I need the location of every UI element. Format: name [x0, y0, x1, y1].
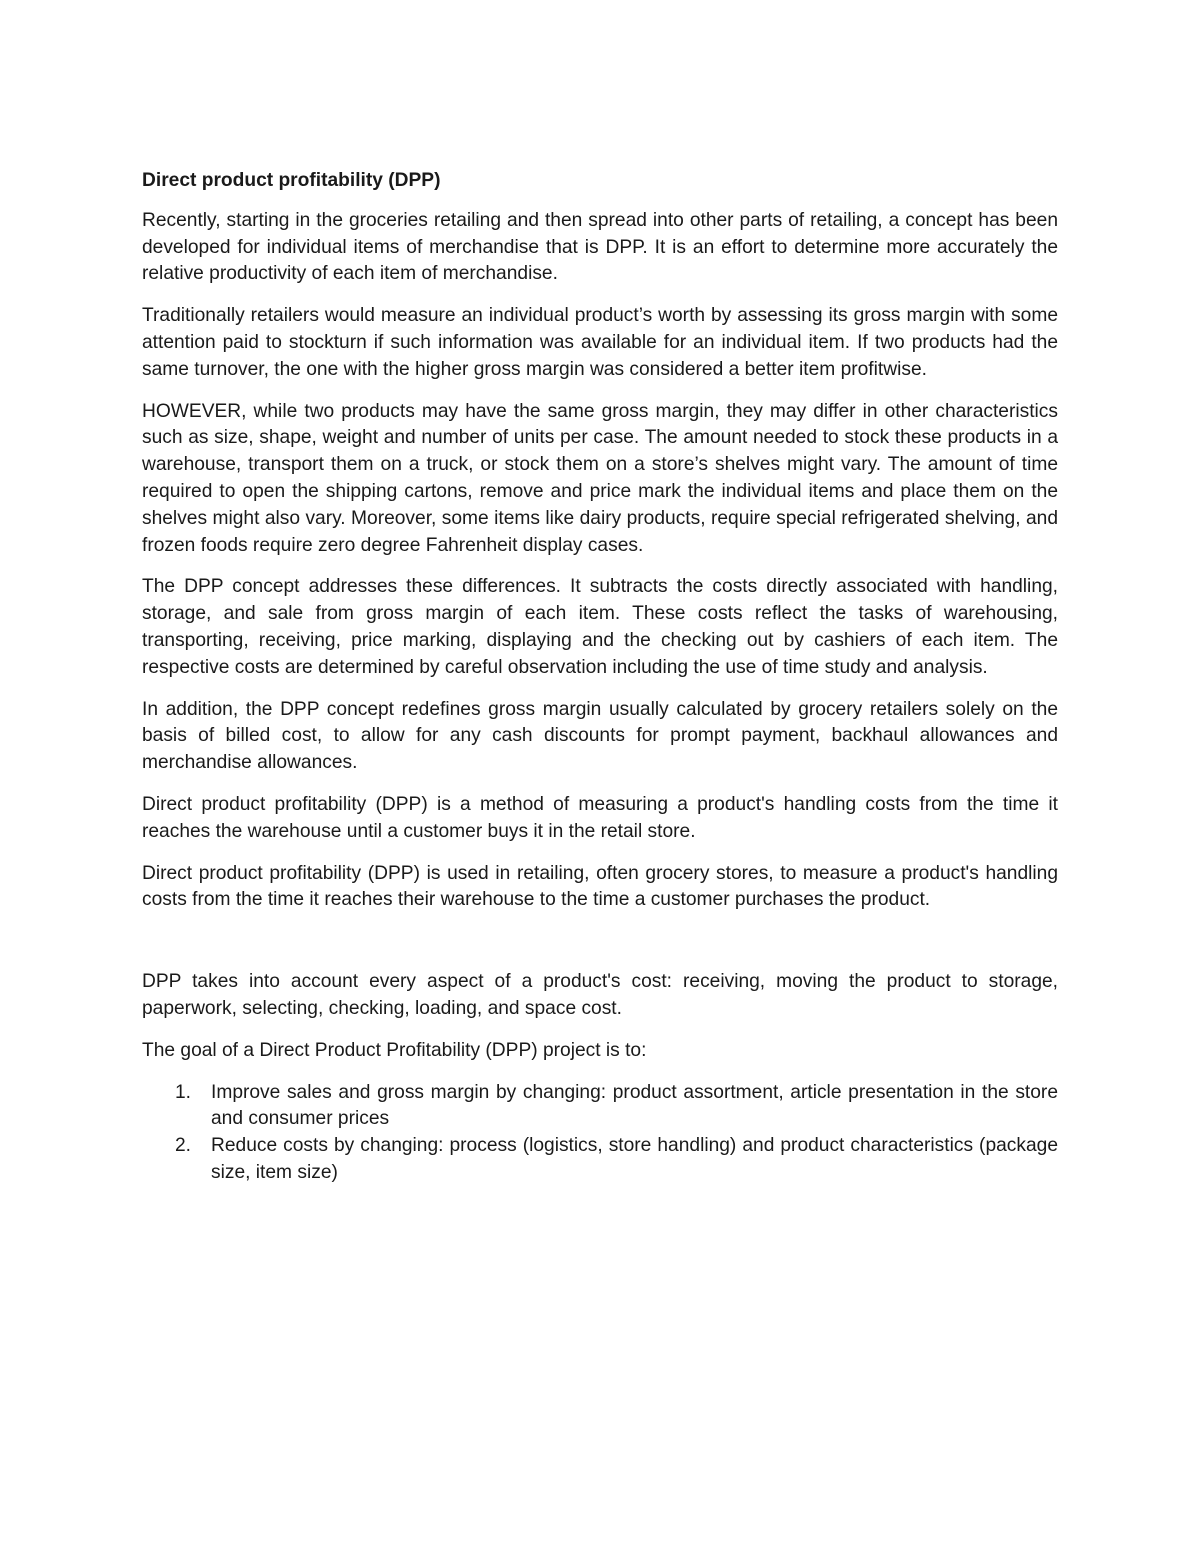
document-title: Direct product profitability (DPP)	[142, 170, 441, 191]
list-item-text: Reduce costs by changing: process (logistics, store handling) and product characteristics (package size, item size)	[211, 1135, 1058, 1183]
goal-list	[142, 1080, 1058, 1187]
paragraph-traditional: Traditionally retailers would measure an individual product’s worth by assessing its gross margin with some attention paid to stockturn if such information was available for an individual item. If two products had the same turnover, the one with the higher gross margin was considered a better item profitwise.	[142, 305, 1058, 380]
paragraph-in-addition: In addition, the DPP concept redefines gross margin usually calculated by grocery retailers solely on the basis of billed cost, to allow for any cash discounts for prompt payment, backhaul allowances and merchandise allowances.	[142, 698, 1058, 774]
list-item-number: 1.	[175, 1081, 192, 1103]
list-item	[142, 1133, 1058, 1187]
document-page	[142, 168, 1058, 1187]
paragraph-goal: The goal of a Direct Product Profitability (DPP) project is to:	[142, 1039, 647, 1061]
paragraph-intro: Recently, starting in the groceries retailing and then spread into other parts of retailing, a concept has been developed for individual items of merchandise that is DPP. It is an effort to determine more accurately the relative productivity of each item of merchandise.	[142, 209, 1058, 285]
paragraph-cost-aspects: DPP takes into account every aspect of a product's cost: receiving, moving the product to storage, paperwork, selecting, checking, loading, and space cost.	[142, 971, 1058, 1019]
paragraph-however: HOWEVER, while two products may have the same gross margin, they may differ in other characteristics such as size, shape, weight and number of units per case. The amount needed to stock these products in a warehouse, transport them on a truck, or stock them on a store’s shelves might vary. The amount of time required to open the shipping cartons, remove and price mark the individual items and place them on the shelves might also vary. Moreover, some items like dairy products, require special refrigerated shelving, and frozen foods require zero degree Fahrenheit display cases.	[142, 400, 1058, 556]
paragraph-definition: Direct product profitability (DPP) is a method of measuring a product's handling costs from the time it reaches the warehouse until a customer buys it in the retail store.	[142, 793, 1058, 842]
paragraph-usage: Direct product profitability (DPP) is used in retailing, often grocery stores, to measure a product's handling costs from the time it reaches their warehouse to the time a customer purchases the product.	[142, 862, 1058, 911]
list-item	[142, 1080, 1058, 1134]
list-item-number: 2.	[175, 1135, 192, 1157]
list-item-text: Improve sales and gross margin by changing: product assortment, article presentation in the store and consumer prices	[211, 1081, 1058, 1130]
paragraph-dpp-concept: The DPP concept addresses these differences. It subtracts the costs directly associated with handling, storage, and sale from gross margin of each item. These costs reflect the tasks of warehousing, transporting, receiving, price marking, displaying and the checking out by cashiers of each item. The respective costs are determined by careful observation including the use of time study and analysis.	[142, 576, 1058, 678]
